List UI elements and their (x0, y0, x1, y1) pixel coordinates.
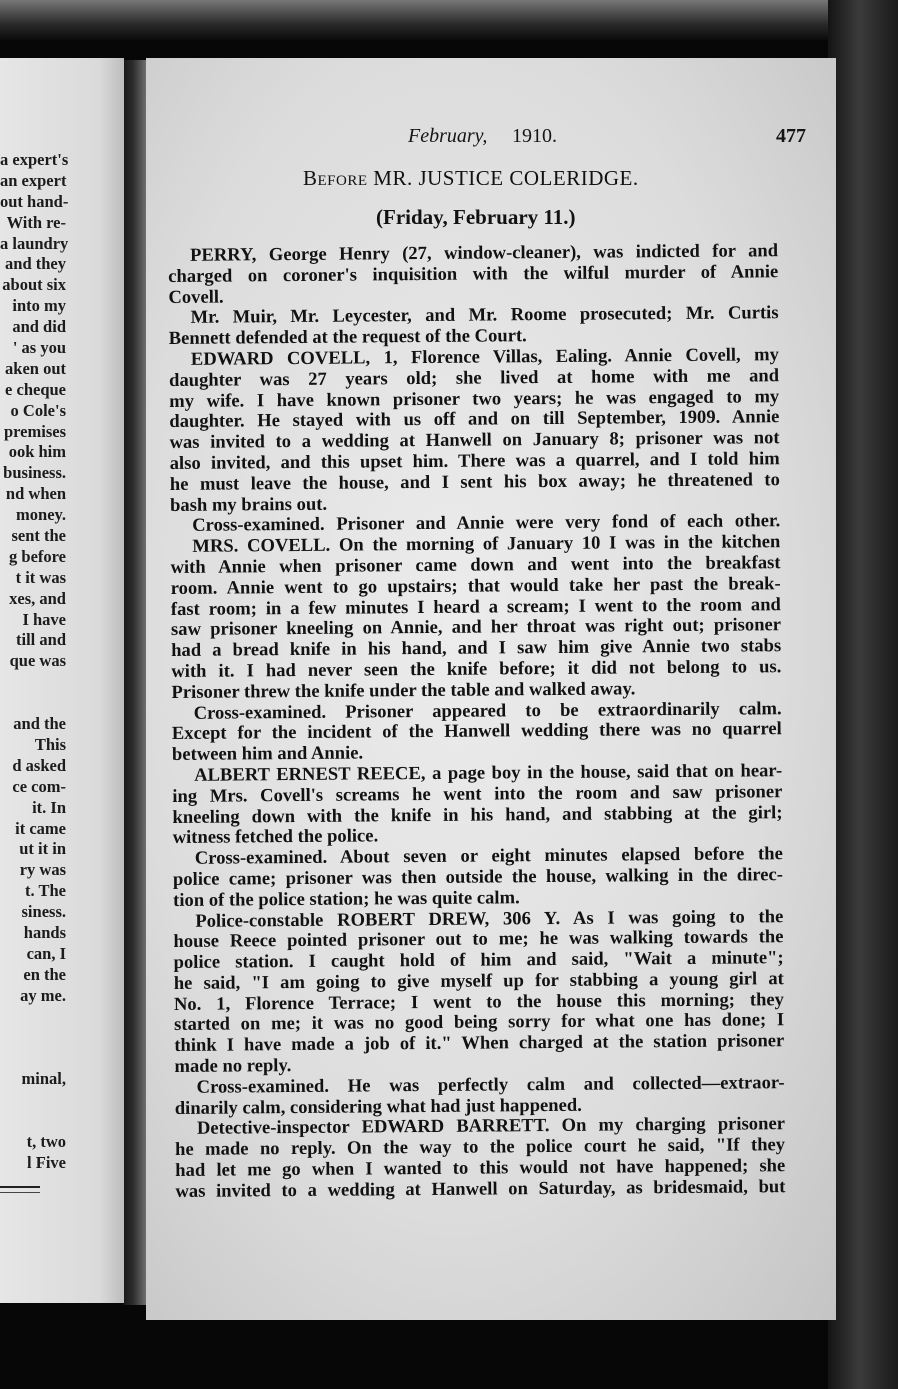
body-line: kneeling down with the knife in his hand, and stabbing at the girl; (172, 801, 783, 828)
session-date: (Friday, February 11.) (376, 205, 576, 229)
right-page (146, 58, 836, 1320)
left-page-line: and the (13, 714, 66, 734)
body-line: bash my brains out. (169, 493, 328, 516)
left-page-line: ut it in (19, 839, 66, 859)
left-page-line: into my (12, 296, 66, 316)
left-page-line: hands (23, 922, 66, 942)
body-line: daughter was 27 years old; she lived at home with me and (168, 364, 780, 391)
left-page-line: aken out (5, 358, 66, 378)
left-page-rule-thin (0, 1192, 40, 1193)
body-line: ing Mrs. Covell's screams he went into the room and saw prisoner (172, 780, 783, 807)
body-line: Cross-examined. About seven or eight minutes elapsed before the (194, 843, 783, 869)
body-line: Except for the incident of the Hanwell wedding there was no quarrel (171, 718, 782, 745)
header-month: February, (408, 125, 488, 147)
body-line: Prisoner threw the knife under the table and walked away. (171, 678, 636, 703)
left-page-line (0, 672, 124, 693)
body-line: fast room; in a few minutes I heard a scream; I went to the room and (170, 593, 781, 620)
body-line: Detective-inspector EDWARD BARRETT. On my charging prisoner (196, 1113, 785, 1140)
left-page-line: a laundry (0, 233, 69, 253)
left-page-line: money. (16, 505, 66, 525)
left-page-line: out hand- (0, 191, 69, 211)
left-page-line: and did (12, 317, 66, 337)
body-line: he made no reply. On the way to the police court he said, "If they (175, 1134, 786, 1161)
body-line: PERRY, George Henry (27, window-cleaner), was indicted for and (189, 240, 779, 266)
body-line: also invited, and this upset him. There was a quarrel, and I told him (169, 448, 780, 474)
left-page-line: siness. (21, 902, 66, 922)
left-page-line: ook him (8, 442, 66, 462)
body-line: Covell. (168, 286, 224, 308)
book-gutter (124, 60, 146, 1305)
left-page-line: sent the (11, 526, 66, 546)
body-line: was invited to a wedding at Hanwell on January 8; prisoner was not (169, 427, 780, 454)
body-line: made no reply. (174, 1055, 292, 1078)
body-line: was invited to a wedding at Hanwell on Saturday, as bridesmaid, but (175, 1176, 786, 1202)
body-line: my wife. I have known prisoner two years; he was engaged to my (169, 385, 780, 412)
running-header (146, 125, 806, 151)
body-line: police came; prisoner was then outside the house, walking in the direc- (172, 864, 784, 890)
body-line: daughter. He stayed with us off and on till September, 1909. Annie (169, 406, 780, 433)
left-page-line: d asked (12, 755, 66, 775)
body-line: started on me; it was no good being sorry for what one has done; I (174, 1009, 785, 1036)
body-line: with Annie when prisoner came down and went into the breakfast (170, 552, 781, 578)
left-page-line: en the (23, 964, 66, 984)
court-heading (303, 166, 639, 191)
left-page-line: premises (3, 421, 66, 441)
page-number: 477 (776, 125, 806, 147)
left-page-line: ry was (19, 860, 66, 880)
body-line: dinarily calm, considering what had just happened. (174, 1094, 582, 1119)
left-page-line: a expert's (0, 150, 69, 169)
body-line: with it. I had never seen the knife before; it did not belong to us. (171, 656, 782, 682)
scan-right-edge (828, 0, 898, 1389)
body-line: Cross-examined. He was perfectly calm and collected—extraor- (196, 1072, 785, 1098)
left-page-line: till and (16, 630, 66, 650)
body-line: tion of the police station; he was quite calm. (173, 886, 520, 911)
left-page-line: With re- (6, 212, 66, 232)
left-page-line: e cheque (5, 379, 66, 399)
left-page-line: t, two (26, 1131, 66, 1151)
left-page-line: g before (9, 546, 66, 566)
left-page-line: ay me. (20, 985, 66, 1005)
left-page-line: l Five (27, 1152, 66, 1172)
body-line: Cross-examined. Prisoner and Annie were very fond of each other. (192, 510, 781, 537)
left-page-line: que was (9, 651, 66, 671)
left-page-line: nd when (5, 484, 66, 504)
left-page-line: can, I (26, 943, 66, 963)
left-page-line: xes, and (9, 588, 66, 608)
body-line: Cross-examined. Prisoner appeared to be extraordinarily calm. (193, 697, 782, 724)
court-heading-prefix: Before (303, 166, 368, 190)
left-page-line: an expert (0, 170, 67, 190)
body-line: he said, "I am going to give myself up for stabbing a young girl at (173, 968, 784, 994)
left-page-line: ce com- (12, 776, 66, 796)
body-line: house Reece pointed prisoner out to me; he was walking towards the (173, 926, 784, 953)
left-page-line: it came (15, 818, 66, 838)
body-line: had let me go when I wanted to this would not have happened; she (175, 1155, 786, 1182)
body-line: EDWARD COVELL, 1, Florence Villas, Ealing. Annie Covell, my (190, 344, 779, 370)
left-page-line: minal, (21, 1069, 66, 1089)
body-line: saw prisoner kneeling on Annie, and her throat was right out; prisoner (170, 614, 782, 641)
left-page-line: and they (5, 254, 66, 274)
left-page-line: o Cole's (10, 400, 66, 420)
body-line: he must leave the house, and I sent his box away; he threatened to (169, 468, 780, 495)
left-page-line: I have (22, 609, 66, 629)
body-line: witness fetched the police. (172, 825, 379, 849)
left-page-line: t. The (25, 881, 66, 901)
body-line: Police-constable ROBERT DREW, 306 Y. As I was going to the (195, 905, 784, 932)
body-line: Bennett defended at the request of the Court. (168, 325, 527, 350)
body-line: charged on coroner's inquisition with the wilful murder of Annie (168, 261, 779, 287)
body-line: had a bread knife in his hand, and I saw him give Annie two stabs (171, 635, 782, 662)
left-page-rule (0, 1186, 40, 1188)
body-line: between him and Annie. (171, 742, 364, 766)
left-page-line: about six (2, 275, 66, 295)
left-page-line: t it was (15, 567, 66, 587)
left-page-line (0, 1111, 124, 1132)
body-line: ALBERT ERNEST REECE, a page boy in the house, said that on hear- (194, 760, 783, 786)
left-page-line: it. In (32, 797, 66, 817)
body-line: Mr. Muir, Mr. Leycester, and Mr. Roome prosecuted; Mr. Curtis (190, 302, 779, 329)
left-page-line: ' as you (12, 338, 66, 358)
body-line: MRS. COVELL. On the morning of January 10 I was in the kitchen (192, 531, 781, 557)
left-page-line: This (34, 734, 66, 754)
left-page (0, 58, 124, 1303)
body-line: think I have made a job of it." When charged at the station prisoner (174, 1030, 785, 1057)
body-line: room. Annie went to go upstairs; that would take her past the break- (170, 572, 781, 599)
body-line: No. 1, Florence Terrace; I went to the house this morning; they (173, 988, 785, 1015)
case-report-body (168, 241, 785, 1202)
header-year: 1910. (512, 125, 557, 147)
left-page-line (0, 1090, 124, 1111)
left-page-line: business. (3, 463, 66, 483)
body-line: police station. I caught hold of him and said, "Wait a minute"; (173, 947, 784, 974)
left-page-line (0, 1027, 124, 1048)
court-heading-title: MR. JUSTICE COLERIDGE. (373, 166, 639, 190)
scan-top-edge (0, 0, 898, 40)
left-page-line (0, 693, 124, 714)
left-page-line (0, 1048, 124, 1069)
left-page-fragments (0, 150, 124, 1174)
left-page-line (0, 1007, 124, 1028)
